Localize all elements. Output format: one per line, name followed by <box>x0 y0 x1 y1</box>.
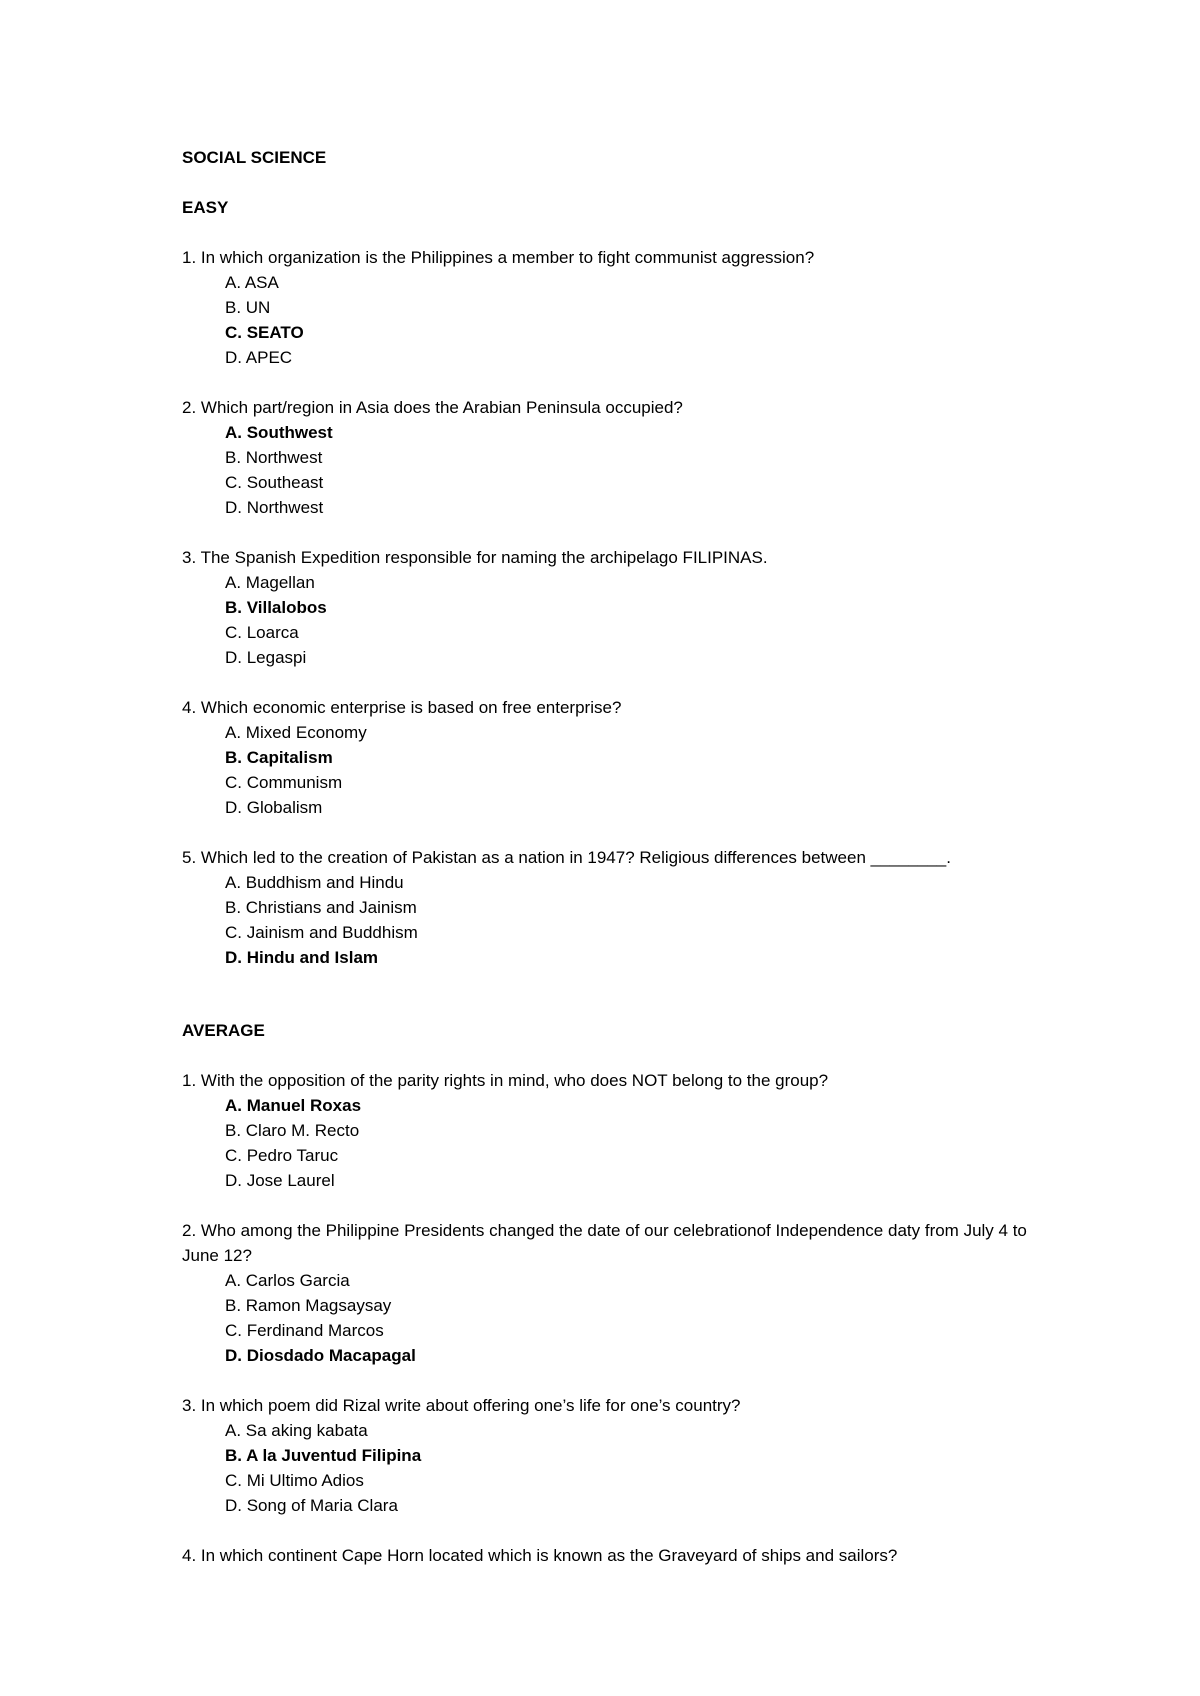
answer-option-correct: B. Villalobos <box>225 598 327 617</box>
section-spacer <box>182 970 1062 1018</box>
answer-option-correct: B. A la Juventud Filipina <box>225 1446 422 1465</box>
question-stem: 1. With the opposition of the parity rights in mind, who does NOT belong to the group? <box>182 1071 829 1090</box>
answer-options <box>182 1418 1062 1518</box>
answer-option: A. Mixed Economy <box>225 723 367 742</box>
question-stem: 2. Which part/region in Asia does the Arabian Peninsula occupied? <box>182 398 683 417</box>
document-content <box>182 145 1062 1568</box>
question-stem: 1. In which organization is the Philippines a member to fight communist aggression? <box>182 248 815 267</box>
answer-option: B. Claro M. Recto <box>225 1121 360 1140</box>
answer-options <box>182 1093 1062 1193</box>
answer-option: D. Song of Maria Clara <box>225 1496 398 1515</box>
section-heading-average: AVERAGE <box>182 1021 265 1040</box>
document-title: SOCIAL SCIENCE <box>182 148 327 167</box>
spacer <box>182 1193 1062 1218</box>
answer-option-correct: A. Manuel Roxas <box>225 1096 362 1115</box>
question-block <box>182 1068 1062 1193</box>
answer-option: C. Southeast <box>225 473 324 492</box>
question-block <box>182 1393 1062 1518</box>
answer-option: A. Buddhism and Hindu <box>225 873 404 892</box>
question-stem: 5. Which led to the creation of Pakistan as a nation in 1947? Religious differences between ________. <box>182 848 951 867</box>
answer-options <box>182 1268 1062 1368</box>
answer-option: A. Sa aking kabata <box>225 1421 368 1440</box>
spacer <box>182 1043 1062 1068</box>
answer-option: A. Magellan <box>225 573 315 592</box>
question-block <box>182 245 1062 370</box>
answer-options <box>182 570 1062 670</box>
answer-option-correct: C. SEATO <box>225 323 304 342</box>
answer-option: C. Communism <box>225 773 343 792</box>
spacer <box>182 220 1062 245</box>
answer-option: B. Ramon Magsaysay <box>225 1296 392 1315</box>
answer-option: C. Ferdinand Marcos <box>225 1321 384 1340</box>
spacer <box>182 1368 1062 1393</box>
answer-option-correct: D. Diosdado Macapagal <box>225 1346 416 1365</box>
question-block <box>182 545 1062 670</box>
answer-options <box>182 870 1062 970</box>
answer-option: D. Globalism <box>225 798 323 817</box>
question-stem: 4. Which economic enterprise is based on free enterprise? <box>182 698 622 717</box>
question-stem: 3. The Spanish Expedition responsible for naming the archipelago FILIPINAS. <box>182 548 768 567</box>
answer-option-correct: D. Hindu and Islam <box>225 948 379 967</box>
section-heading-easy: EASY <box>182 198 229 217</box>
spacer <box>182 1518 1062 1543</box>
answer-option: D. Jose Laurel <box>225 1171 335 1190</box>
answer-option-correct: B. Capitalism <box>225 748 333 767</box>
spacer <box>182 520 1062 545</box>
spacer <box>182 670 1062 695</box>
answer-option: A. Carlos Garcia <box>225 1271 350 1290</box>
answer-option: C. Jainism and Buddhism <box>225 923 418 942</box>
answer-option: D. Northwest <box>225 498 324 517</box>
answer-option: C. Mi Ultimo Adios <box>225 1471 364 1490</box>
question-block <box>182 395 1062 520</box>
answer-options <box>182 420 1062 520</box>
answer-option: D. APEC <box>225 348 293 367</box>
spacer <box>182 170 1062 195</box>
spacer <box>182 370 1062 395</box>
answer-option: D. Legaspi <box>225 648 307 667</box>
question-stem: 2. Who among the Philippine Presidents changed the date of our celebrationof Independence daty from July 4 to June 12? <box>182 1221 1027 1265</box>
question-block <box>182 695 1062 820</box>
answer-option: A. ASA <box>225 273 279 292</box>
spacer <box>182 820 1062 845</box>
answer-option: B. Northwest <box>225 448 323 467</box>
question-stem: 4. In which continent Cape Horn located which is known as the Graveyard of ships and sailors? <box>182 1546 898 1565</box>
question-block <box>182 845 1062 970</box>
question-block <box>182 1543 1062 1568</box>
question-block <box>182 1218 1062 1368</box>
question-stem: 3. In which poem did Rizal write about offering one’s life for one’s country? <box>182 1396 741 1415</box>
answer-option: C. Pedro Taruc <box>225 1146 339 1165</box>
answer-option: B. Christians and Jainism <box>225 898 417 917</box>
answer-option: C. Loarca <box>225 623 299 642</box>
answer-option: B. UN <box>225 298 271 317</box>
answer-option-correct: A. Southwest <box>225 423 333 442</box>
answer-options <box>182 720 1062 820</box>
answer-options <box>182 270 1062 370</box>
